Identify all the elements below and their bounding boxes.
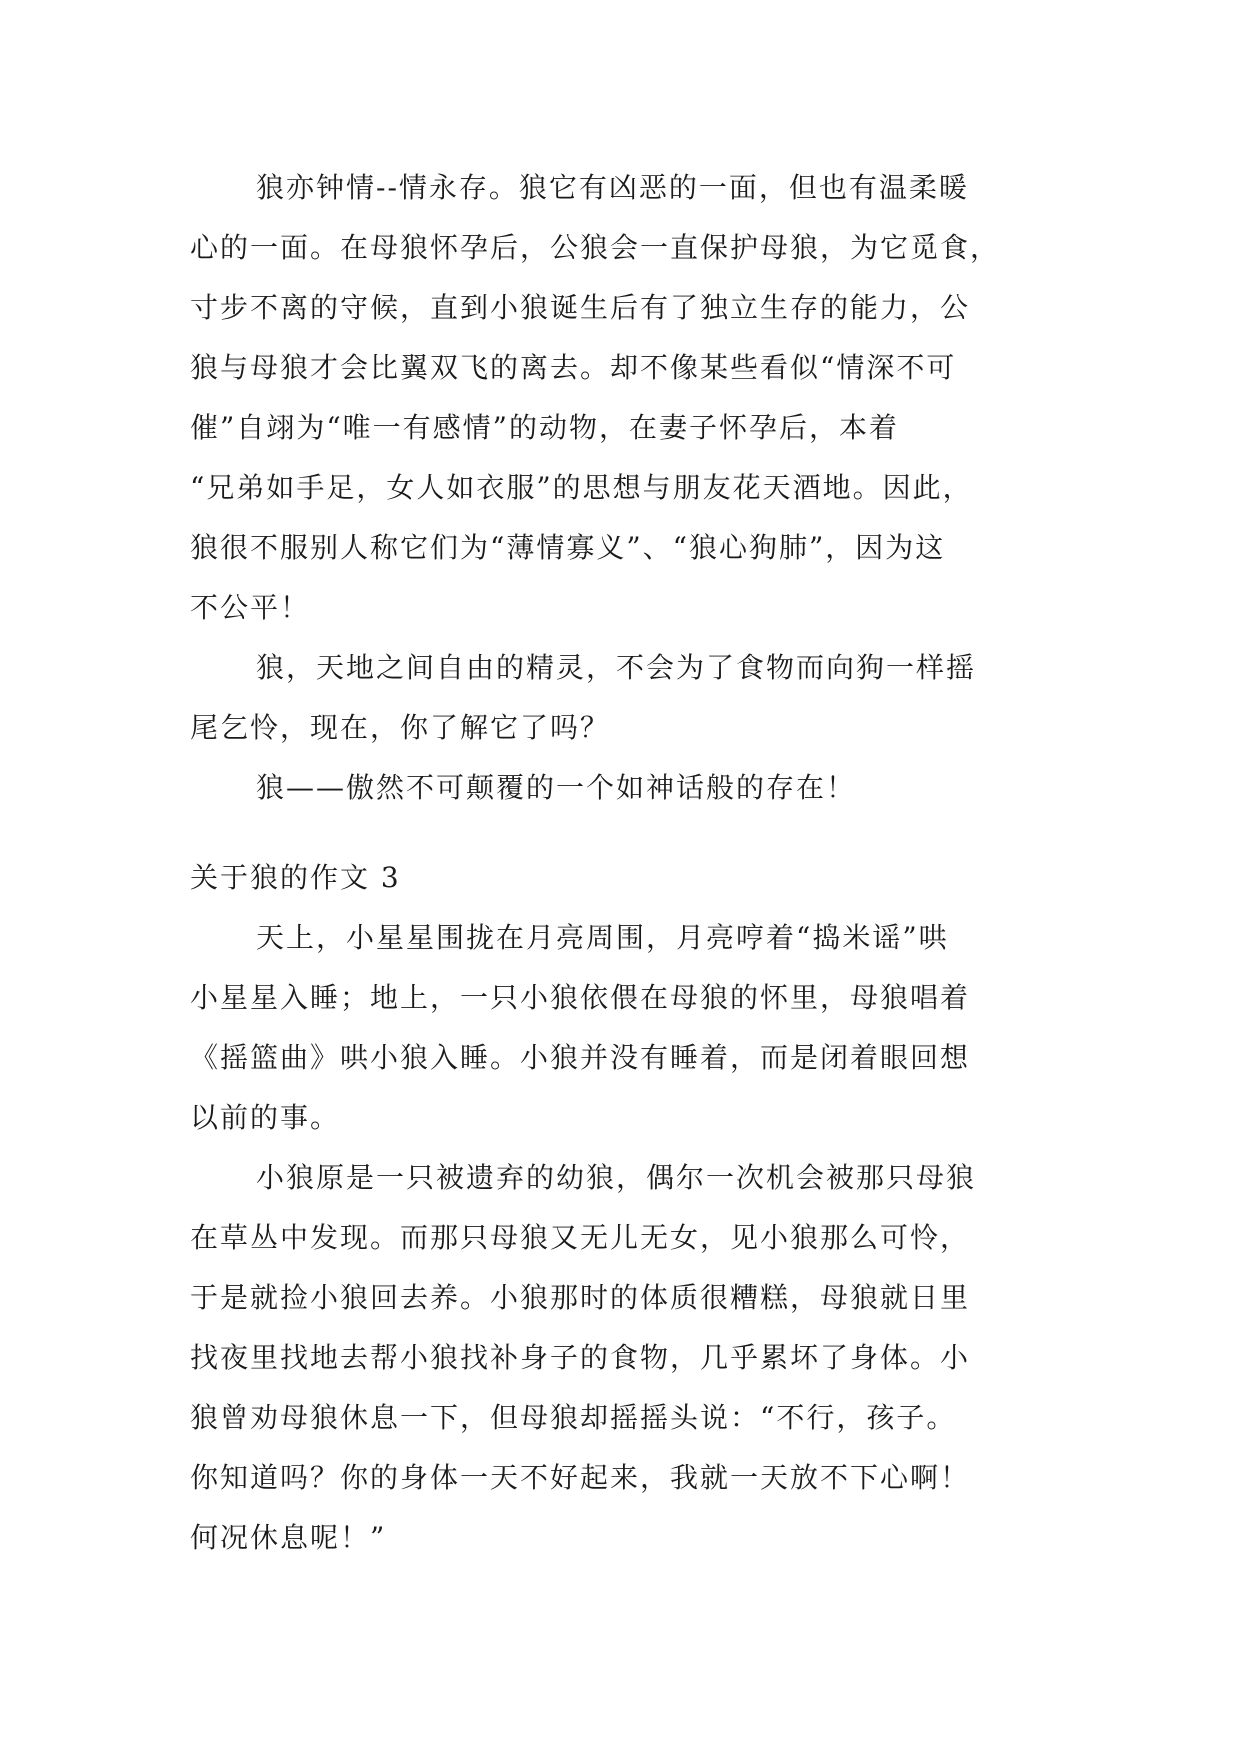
paragraph-1-line-2: 心的一面。在母狼怀孕后，公狼会一直保护母狼，为它觅食， xyxy=(190,231,1001,264)
paragraph-4-line-1: 天上，小星星围拢在月亮周围，月亮哼着“捣米谣”哄 xyxy=(256,921,949,954)
paragraph-4-line-3: 《摇篮曲》哄小狼入睡。小狼并没有睡着，而是闭着眼回想 xyxy=(190,1041,971,1074)
paragraph-1-line-7: 狼很不服别人称它们为“薄情寡义”、“狼心狗肺”，因为这 xyxy=(190,531,946,564)
paragraph-5-line-6: 你知道吗？你的身体一天不好起来，我就一天放不下心啊！ xyxy=(190,1461,971,1494)
paragraph-4-line-4: 以前的事。 xyxy=(190,1101,341,1134)
paragraph-1-line-4: 狼与母狼才会比翼双飞的离去。却不像某些看似“情深不可 xyxy=(190,351,957,384)
paragraph-2-line-2: 尾乞怜，现在，你了解它了吗？ xyxy=(190,711,611,744)
paragraph-1-line-1: 狼亦钟情--情永存。狼它有凶恶的一面，但也有温柔暖 xyxy=(256,171,969,204)
paragraph-1-line-3: 寸步不离的守候，直到小狼诞生后有了独立生存的能力，公 xyxy=(190,291,971,324)
paragraph-2-line-1: 狼，天地之间自由的精灵，不会为了食物而向狗一样摇 xyxy=(256,651,977,684)
paragraph-5-line-1: 小狼原是一只被遗弃的幼狼，偶尔一次机会被那只母狼 xyxy=(256,1161,977,1194)
paragraph-1-line-5: 催”自翊为“唯一有感情”的动物，在妻子怀孕后，本着 xyxy=(190,411,899,444)
paragraph-5-line-4: 找夜里找地去帮小狼找补身子的食物，几乎累坏了身体。小 xyxy=(190,1341,971,1374)
paragraph-1-line-8: 不公平！ xyxy=(190,591,311,624)
paragraph-5-line-7: 何况休息呢！” xyxy=(190,1521,387,1554)
paragraph-1-line-6: “兄弟如手足，女人如衣服”的思想与朋友花天酒地。因此， xyxy=(190,471,973,504)
paragraph-4-line-2: 小星星入睡；地上，一只小狼依偎在母狼的怀里，母狼唱着 xyxy=(190,981,971,1014)
paragraph-5-line-2: 在草丛中发现。而那只母狼又无儿无女，见小狼那么可怜， xyxy=(190,1221,971,1254)
paragraph-3-line-1: 狼——傲然不可颠覆的一个如神话般的存在！ xyxy=(256,771,857,804)
paragraph-5-line-3: 于是就捡小狼回去养。小狼那时的体质很糟糕，母狼就日里 xyxy=(190,1281,971,1314)
section-heading: 关于狼的作文 3 xyxy=(190,861,401,894)
paragraph-5-line-5: 狼曾劝母狼休息一下，但母狼却摇摇头说：“不行，孩子。 xyxy=(190,1401,957,1434)
